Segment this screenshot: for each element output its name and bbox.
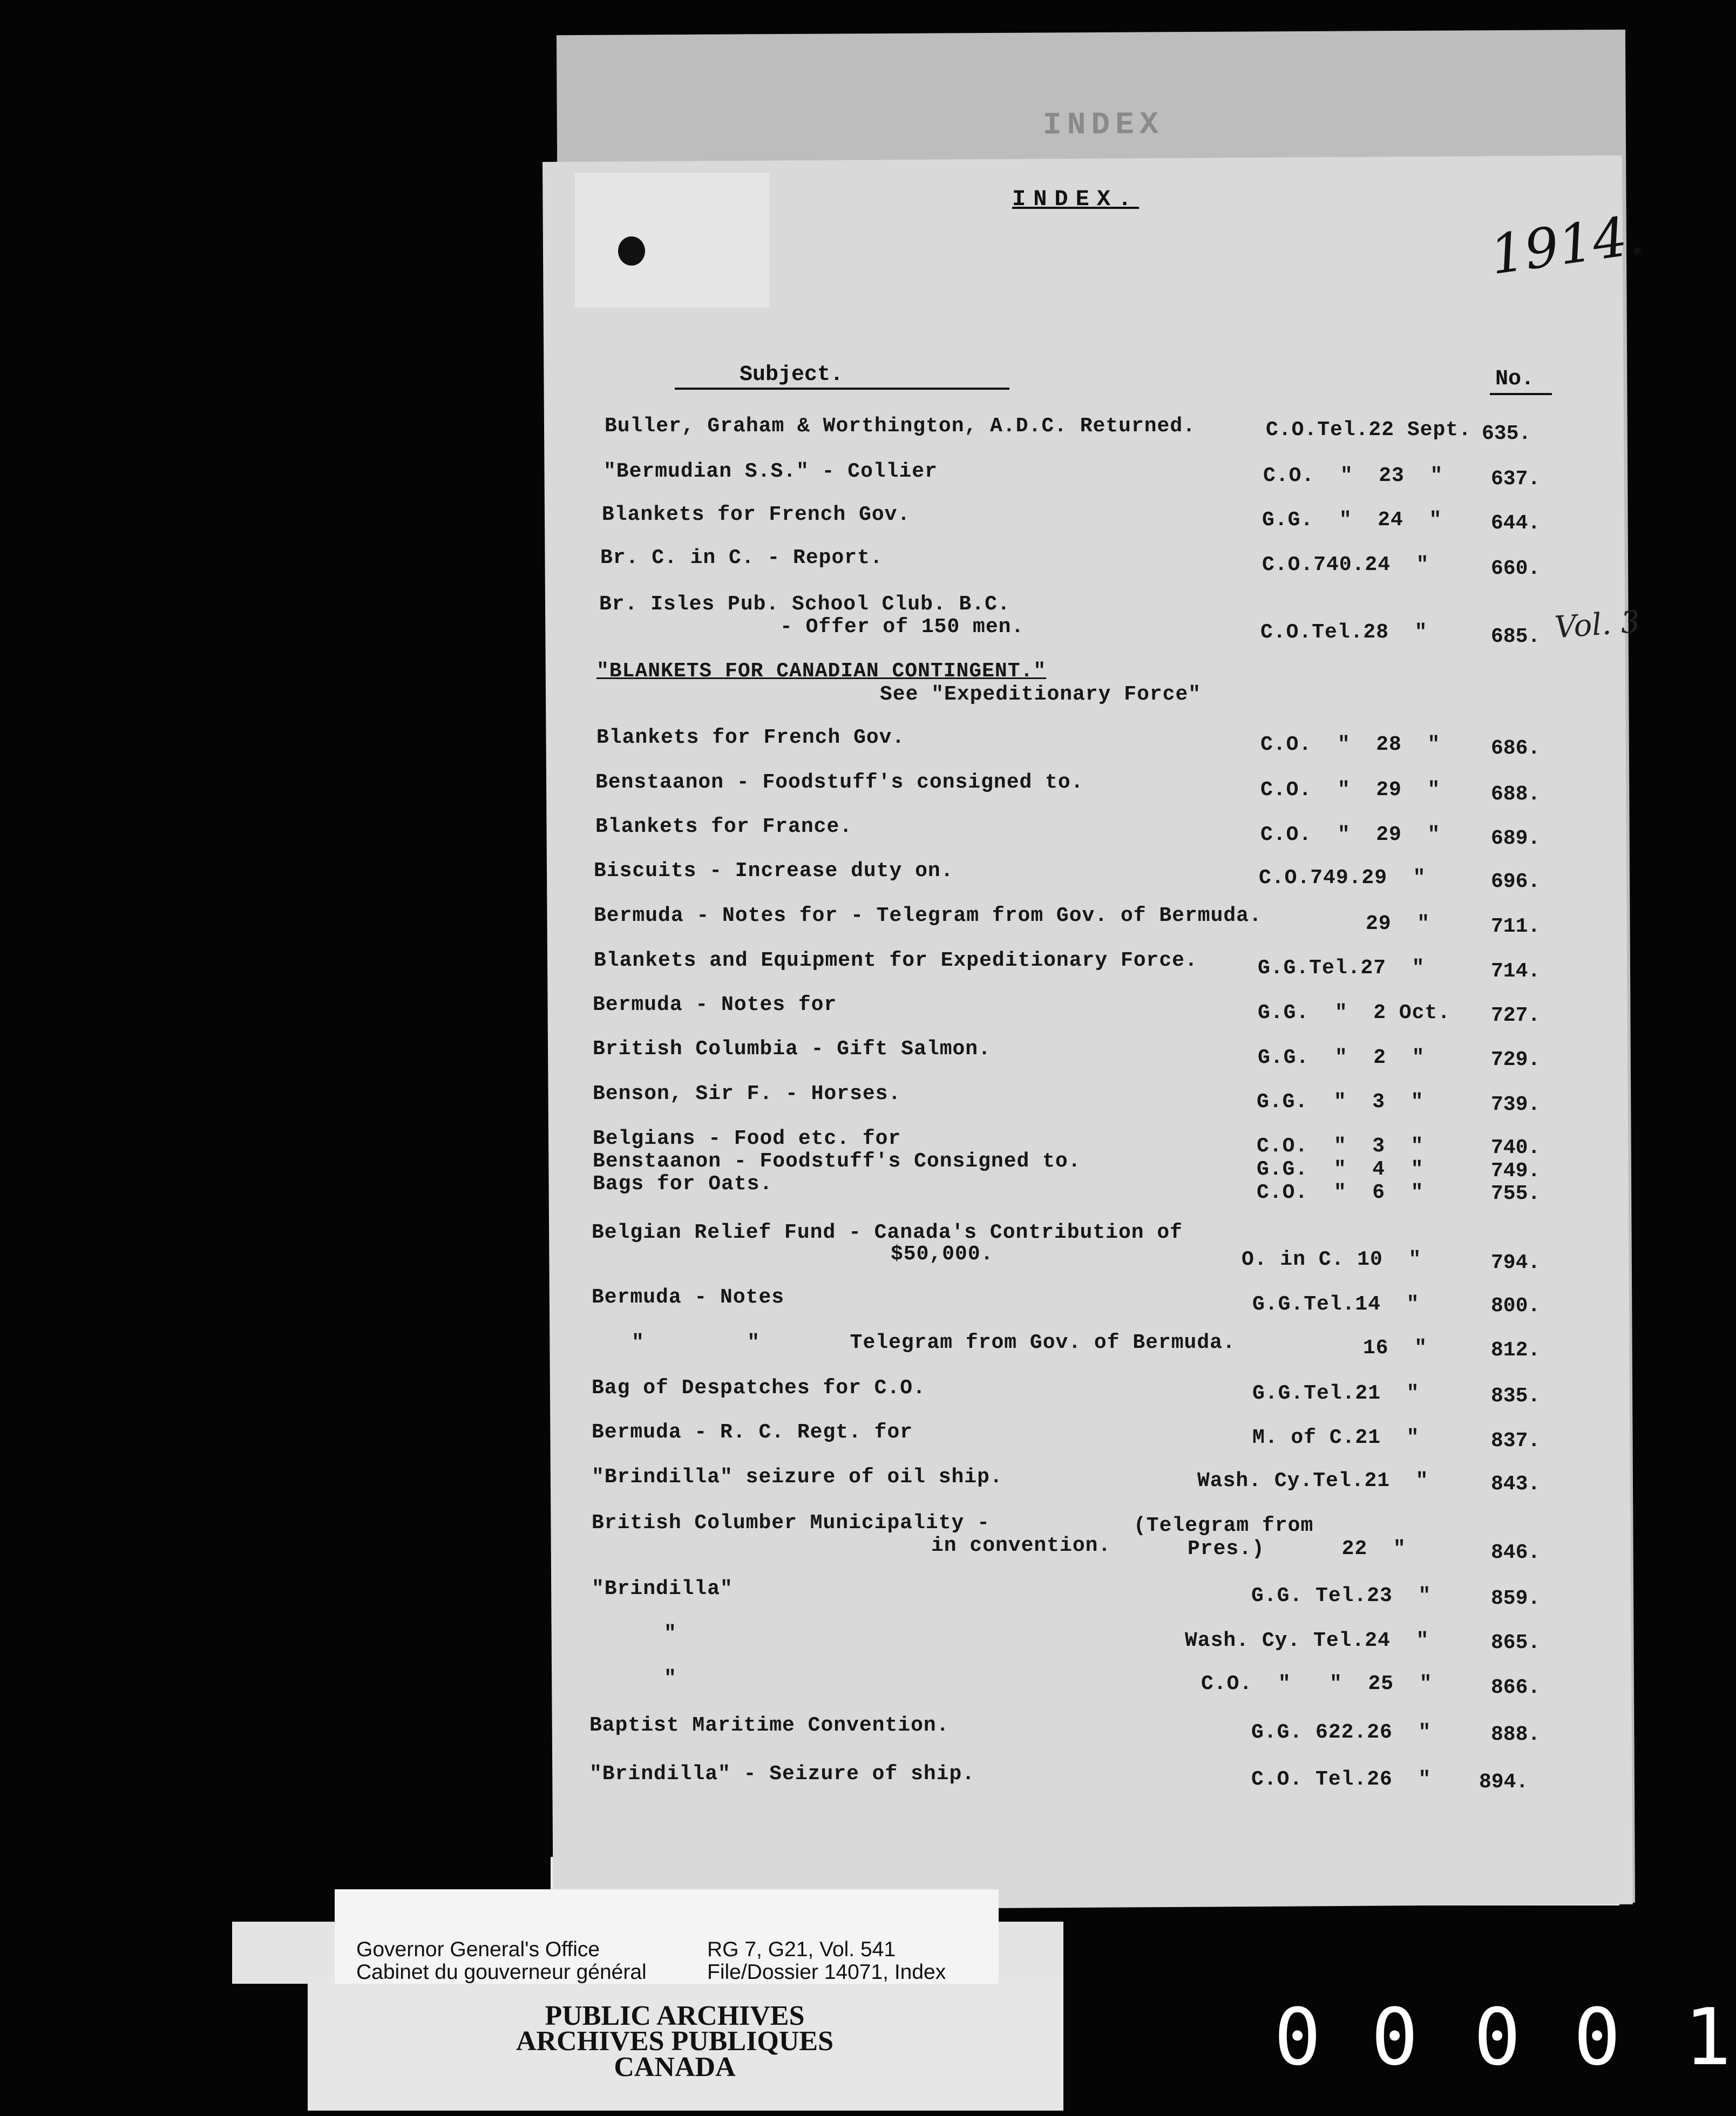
frame-digit: 1: [1684, 1992, 1732, 2083]
see-reference: See "Expeditionary Force": [880, 683, 1202, 706]
entry-reference: G.G. " 3 ": [1257, 1090, 1424, 1114]
label-record-group: RG 7, G21, Vol. 541: [707, 1938, 896, 1961]
entry-subject-continued: - Offer of 150 men.: [780, 615, 1025, 639]
entry-reference: G.G. " 4 ": [1257, 1158, 1424, 1181]
entry-number: 740.: [1491, 1136, 1541, 1159]
index-title: INDEX.: [1012, 186, 1140, 212]
entry-reference: C.O.740.24 ": [1262, 553, 1429, 577]
entry-reference: 16 ": [1363, 1337, 1428, 1360]
entry-subject: British Columber Municipality -: [592, 1511, 990, 1535]
entry-number: 727.: [1491, 1004, 1541, 1027]
entry-subject: Benson, Sir F. - Horses.: [593, 1082, 901, 1106]
entry-subject: "Brindilla" - Seizure of ship.: [589, 1762, 975, 1786]
entry-number: 835.: [1491, 1385, 1541, 1408]
entry-subject: Blankets for French Gov.: [602, 503, 911, 526]
entry-reference: 29 ": [1366, 912, 1430, 935]
frame-digit: 0: [1474, 1992, 1521, 2083]
entry-subject: Blankets and Equipment for Expeditionary Force.: [594, 949, 1198, 972]
entry-subject: Biscuits - Increase duty on.: [594, 859, 954, 883]
entry-subject-continued: in convention.: [931, 1534, 1111, 1557]
entry-reference: G.G. Tel.23 ": [1251, 1584, 1432, 1608]
stamp-public-archives: PUBLIC ARCHIVES: [545, 2000, 805, 2031]
subject-header-underline: [675, 388, 1009, 390]
entry-subject: Blankets for France.: [595, 815, 853, 838]
entry-subject: "Bermudian S.S." - Collier: [603, 460, 938, 483]
stamp-canada: CANADA: [614, 2052, 736, 2083]
entry-reference: (Telegram from: [1134, 1514, 1314, 1537]
entry-number: 755.: [1491, 1182, 1541, 1205]
entry-reference: C.O. " 6 ": [1257, 1181, 1424, 1204]
file-tab: [575, 173, 769, 308]
entry-number: 866.: [1491, 1676, 1541, 1699]
entry-reference: C.O. " 23 ": [1263, 464, 1443, 487]
entry-reference: O. in C. 10 ": [1242, 1248, 1422, 1271]
entry-reference: G.G.Tel.21 ": [1252, 1382, 1420, 1405]
entry-number: 812.: [1491, 1339, 1541, 1362]
entry-subject: Bags for Oats.: [593, 1172, 773, 1196]
entry-reference: M. of C.21 ": [1252, 1426, 1420, 1449]
label-office-en: Governor General's Office: [356, 1938, 600, 1961]
subject-header: Subject.: [740, 363, 844, 387]
entry-number: 846.: [1491, 1541, 1541, 1564]
entry-subject: Buller, Graham & Worthington, A.D.C. Returned.: [605, 415, 1196, 438]
entry-reference: Wash. Cy.Tel.21 ": [1197, 1469, 1429, 1493]
entry-reference: C.O. " " 25 ": [1201, 1672, 1433, 1695]
entry-subject: Bermuda - Notes for: [593, 993, 837, 1016]
entry-subject: Bermuda - Notes for - Telegram from Gov. of Bermuda.: [594, 904, 1262, 927]
entry-reference: G.G.Tel.27 ": [1258, 957, 1425, 980]
handwritten-year: 1914.: [1486, 202, 1649, 287]
entry-reference: C.O. " 3 ": [1257, 1135, 1424, 1158]
entry-number: 739.: [1491, 1093, 1541, 1116]
punch-hole: [618, 236, 645, 266]
entry-subject: Baptist Maritime Convention.: [589, 1714, 950, 1737]
entry-number: 644.: [1491, 512, 1541, 535]
entry-reference: C.O. Tel.26 ": [1251, 1768, 1432, 1791]
entry-subject: Bag of Despatches for C.O.: [592, 1376, 926, 1400]
entry-subject: Benstaanon - Foodstuff's Consigned to.: [593, 1150, 1081, 1173]
entry-subject: Bermuda - Notes: [592, 1286, 785, 1309]
entry-reference-continued: Pres.) 22 ": [1188, 1537, 1406, 1561]
entry-number: 688.: [1491, 783, 1541, 806]
entry-number: 894.: [1479, 1771, 1529, 1794]
entry-subject: " " Telegram from Gov. of Bermuda.: [632, 1331, 1236, 1354]
entry-reference: G.G. 622.26 ": [1251, 1721, 1432, 1744]
entry-reference: C.O.Tel.28 ": [1260, 621, 1428, 644]
back-sheet-title: INDEX: [1042, 107, 1164, 144]
entry-number: 843.: [1491, 1473, 1541, 1496]
entry-subject: Br. Isles Pub. School Club. B.C.: [599, 593, 1011, 616]
entry-subject: ": [664, 1622, 677, 1645]
entry-reference: C.O.Tel.22 Sept.: [1266, 418, 1471, 442]
frame-digit: 0: [1371, 1992, 1419, 2083]
entry-subject: Benstaanon - Foodstuff's consigned to.: [595, 771, 1084, 794]
entry-number: 888.: [1491, 1723, 1541, 1746]
entry-reference: G.G. " 24 ": [1262, 508, 1442, 532]
entry-subject: "Brindilla": [592, 1577, 733, 1600]
entry-reference: C.O.749.29 ": [1259, 866, 1426, 890]
entry-subject: Blankets for French Gov.: [596, 726, 905, 749]
entry-subject-continued: $50,000.: [891, 1243, 994, 1266]
entry-number: 865.: [1491, 1631, 1541, 1654]
entry-reference: G.G.Tel.14 ": [1252, 1293, 1420, 1316]
entry-number: 660.: [1491, 557, 1541, 580]
entry-subject: Br. C. in C. - Report.: [600, 546, 883, 569]
entry-number: 689.: [1491, 827, 1541, 850]
entry-reference: C.O. " 28 ": [1260, 733, 1441, 756]
entry-reference: C.O. " 29 ": [1260, 778, 1441, 802]
entry-number: 859.: [1491, 1587, 1541, 1610]
entry-number: 729.: [1491, 1048, 1541, 1071]
section-heading: "BLANKETS FOR CANADIAN CONTINGENT.": [596, 660, 1047, 683]
number-header-underline: [1490, 393, 1552, 395]
entry-number: 686.: [1491, 737, 1541, 760]
frame-digit: 0: [1274, 1992, 1321, 2083]
label-file: File/Dossier 14071, Index: [707, 1961, 946, 1984]
entry-number: 711.: [1491, 915, 1541, 938]
stamp-archives-publiques: ARCHIVES PUBLIQUES: [516, 2026, 834, 2057]
entry-subject: Belgian Relief Fund - Canada's Contribution of: [592, 1221, 1183, 1244]
entry-number: 800.: [1491, 1294, 1541, 1318]
entry-number: 696.: [1491, 870, 1541, 893]
entry-subject: "Brindilla" seizure of oil ship.: [592, 1466, 1003, 1489]
handwritten-margin-note: Vol. 3: [1553, 604, 1642, 646]
number-header: No.: [1495, 367, 1535, 391]
entry-number: 794.: [1491, 1251, 1541, 1274]
entry-number: 637.: [1491, 467, 1541, 491]
entry-subject: ": [664, 1667, 677, 1690]
entry-number: 749.: [1491, 1159, 1541, 1183]
entry-number: 837.: [1491, 1429, 1541, 1453]
entry-reference: G.G. " 2 Oct.: [1258, 1001, 1451, 1025]
label-office-fr: Cabinet du gouverneur général: [356, 1961, 647, 1984]
entry-reference: Wash. Cy. Tel.24 ": [1185, 1629, 1429, 1652]
frame-digit: 0: [1574, 1992, 1621, 2083]
entry-number: 714.: [1491, 960, 1541, 983]
entry-subject: Bermuda - R. C. Regt. for: [592, 1421, 913, 1444]
entry-reference: C.O. " 29 ": [1260, 823, 1441, 846]
entry-number: 685.: [1491, 625, 1541, 648]
entry-number: 635.: [1482, 422, 1531, 445]
entry-subject: British Columbia - Gift Salmon.: [593, 1037, 991, 1061]
entry-reference: G.G. " 2 ": [1258, 1046, 1425, 1069]
entry-subject: Belgians - Food etc. for: [593, 1127, 901, 1150]
